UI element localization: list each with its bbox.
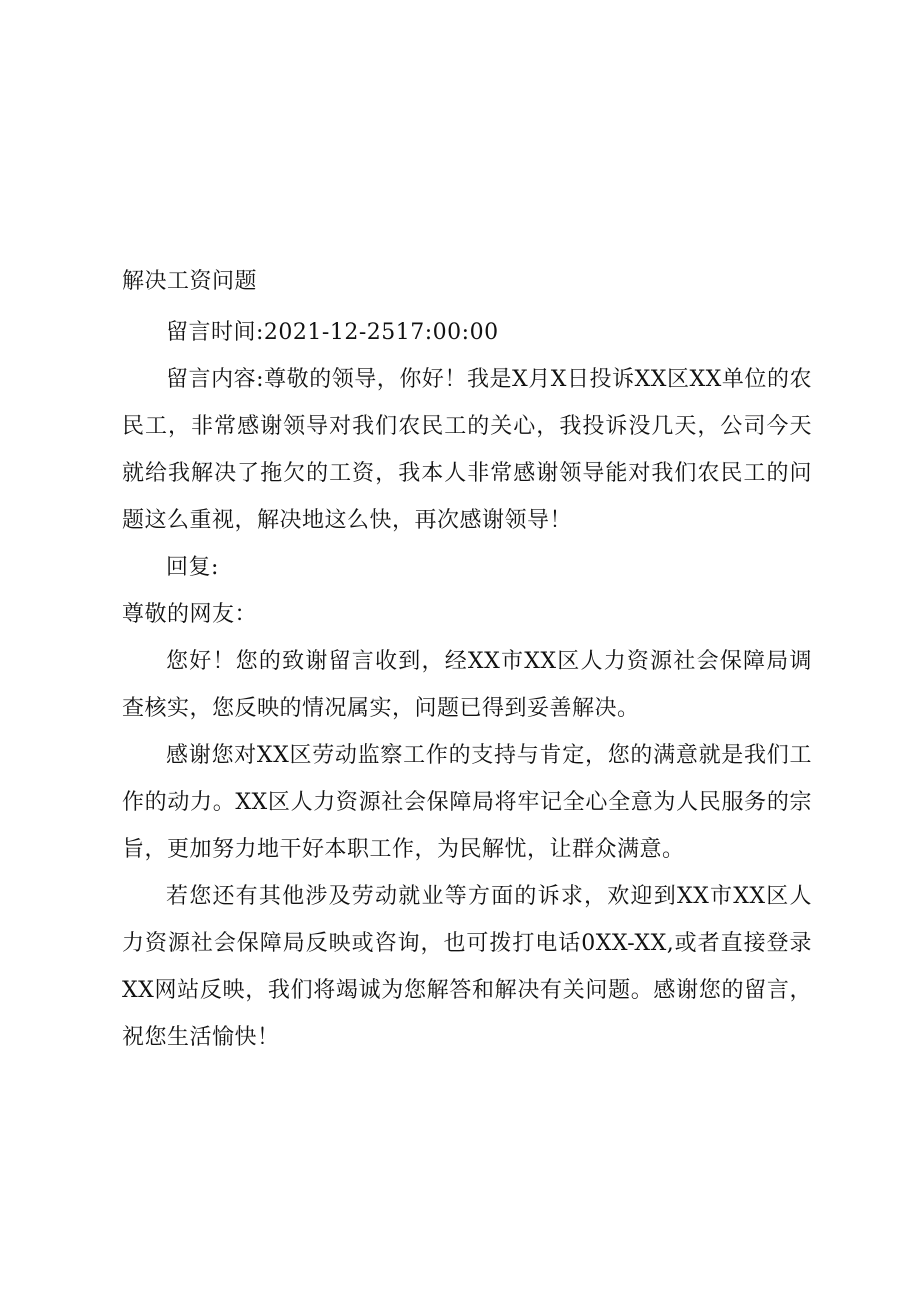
document-body — [122, 262, 812, 1061]
reply-label: 回复: — [166, 555, 219, 580]
message-time: 留言时间:2021-12-2517:00:00 — [166, 320, 499, 345]
reply-paragraph-3: 若您还有其他涉及劳动就业等方面的诉求，欢迎到XX市XX区人力资源社会保障局反映或咨询，也可拨打电话0XX-XX,或者直接登录XX网站反映，我们将竭诚为您解答和解决有关问题。感谢您的留言，祝您生活愉快！ — [122, 884, 812, 1050]
message-content: 留言内容:尊敬的领导，你好！我是X月X日投诉XX区XX单位的农民工，非常感谢领导对我们农民工的关心，我投诉没几天，公司今天就给我解决了拖欠的工资，我本人非常感谢领导能对我们农民工的问题这么重视，解决地这么快，再次感谢领导！ — [122, 367, 812, 533]
document-title: 解决工资问题 — [122, 269, 258, 294]
reply-paragraph-2: 感谢您对XX区劳动监察工作的支持与肯定，您的满意就是我们工作的动力。XX区人力资源社会保障局将牢记全心全意为人民服务的宗旨，更加努力地干好本职工作，为民解忧，让群众满意。 — [122, 743, 812, 862]
reply-salutation: 尊敬的网友： — [122, 602, 258, 627]
reply-paragraph-1: 您好！您的致谢留言收到，经XX市XX区人力资源社会保障局调查核实，您反映的情况属实，问题已得到妥善解决。 — [122, 649, 812, 721]
